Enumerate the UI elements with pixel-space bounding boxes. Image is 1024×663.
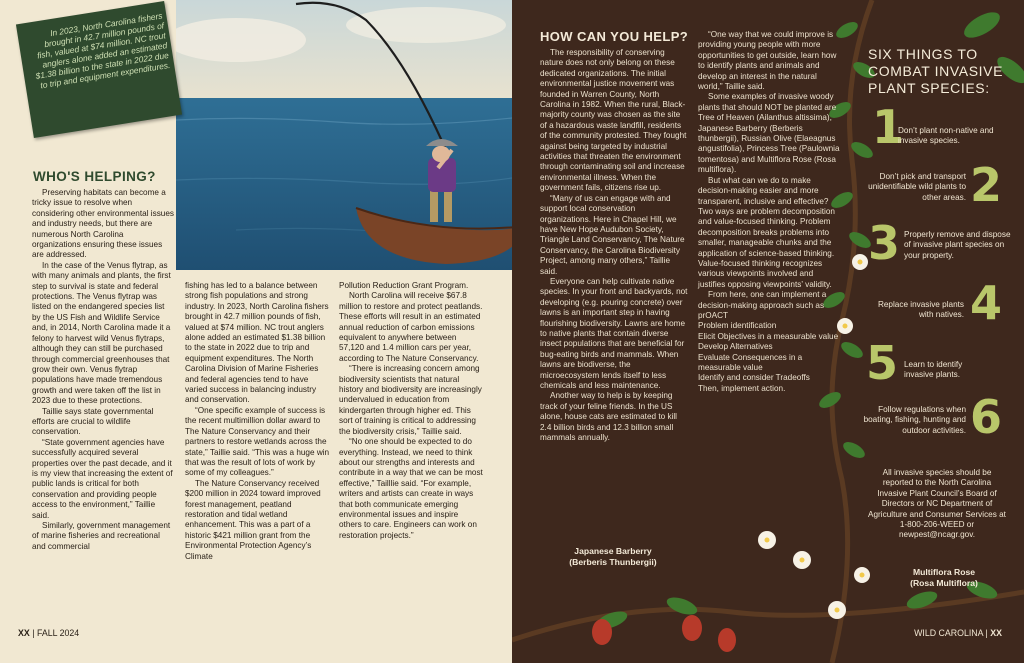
rose-caption: Multiflora Rose (Rosa Multiflora) [910,567,978,588]
left-page-number: XX [18,628,30,638]
paragraph: In the case of the Venus flytrap, as with many animals and plants, the first step to survival is state and federal protections. The Venus flytrap was listed on the endangered species list by the US Fish and Wildlife Service and, in 2014, North Carolina made it a felony to harvest wild Venus flytraps, although they can still be purchased through commercial greenhouses that grow their own. Venus flytrap populations have made tremendous growth and were taken off the list in 2023 due to these protections. [32,260,171,406]
step-number: 1 [872,100,905,154]
paragraph: “Many of us can engage with and support local conservation organizations. Here in Chapel Hill, we have New Hope Audubon Society, Triangle Land Conservancy, The Nature Conservancy, the Carolina Biodiversity Project, among many others,” Taillie said. [540,193,685,276]
whos-helping-heading: WHO'S HELPING? [33,169,156,184]
paragraph: “State government agencies have successfully acquired several properties over the past decade, and it is my view that increasing the extent of public lands is critical for both conservation and providing people access to the environment,” Taillie said. [32,437,173,520]
proact-step: Problem identification [698,321,777,331]
step-number: 2 [970,158,1003,212]
angler-canoe-image [176,0,512,270]
step-text: Replace invasive plants with natives. [877,300,964,320]
step-number: 5 [866,336,899,390]
fishing-illustration [176,0,512,270]
proact-steps [698,321,840,394]
paragraph: fishing has led to a balance between strong fish populations and strong industry. In 2023, North Carolina fishers brought in 42.7 million pounds of fish, valued at $74 million. NC trout anglers alone added an estimated $1.38 billion to the state in 2022 due to trip and equipment expenditures. The North Carolina Division of Marine Fisheries and federal agencies tend to have varied success in balancing industry and conservation. [185,281,329,405]
paragraph: The Nature Conservancy received $200 million in 2024 toward improved forest management, peatland restoration and tidal wetland enhancement. This was a part of a historic $421 million grant from the Environmental Protection Agency’s Climate [185,478,321,561]
paragraph: North Carolina will receive $67.8 million to restore and protect peatlands. These efforts will result in an estimated annual reduction of carbon emissions equivalent to anywhere between 57,120 and 1.4 million cars per year, according to The Nature Conservancy. [339,291,483,363]
paragraph: The responsibility of conserving nature does not only belong on these dedicated organizations. The initial environmental justice movement was founded in Warren County, North Carolina in 1982. When the rural, Black-majority county was chosen as the site of a hazardous waste landfill, residents of the community protested. They fought against being targeted by industrial activities that threaten the environment through contaminating soil and increase environmental illness. When the government fails, citizens rise up. [540,48,687,193]
step-text: Don’t pick and transport unidentifiable wild plants to other areas. [868,172,966,202]
proact-step: Identify and consider Tradeoffs [698,373,810,383]
proact-step: Evaluate Consequences in a measurable value [698,352,803,372]
proact-step: Then, implement action. [698,383,786,393]
right-page-number: XX [990,628,1002,638]
fact-callout-text: In 2023, North Carolina fishers brought in 42.7 million pounds of fish, valued at $74 million. NC trout anglers alone added an estimated $1.38 billion to the state in 2022 due to trip and equipment expenditures. [34,10,171,91]
right-page [512,0,1024,663]
fact-callout-box [16,1,182,138]
paragraph: Pollution Reduction Grant Program. [339,281,469,290]
right-folio: WILD CAROLINA | XX [914,628,1002,638]
step-number: 6 [970,390,1003,444]
paragraph: From here, one can implement a decision-making approach such as prOACT [698,290,827,320]
step-number: 3 [868,216,901,270]
paragraph: Another way to help is by keeping track of your feline friends. In the US alone, house cats are estimated to kill 2.4 billion birds and 12.3 billion small mammals annually. [540,391,677,443]
paragraph: But what can we do to make decision-making easier and more transparent, inclusive and effective? Two ways are problem decomposition and value-focused thinking. Problem decomposition breaks problems into smaller, manageable chunks and the application of science-based thinking. Value-focused thinking recognizes various viewpoints involved and justifies opposing viewpoints’ validity. [698,175,835,289]
paragraph: “One way that we could improve is providing young people with more opportunities to get outside, learn how to identify plants and animals and develop an interest in the natural world,” Taillie said. [698,30,837,92]
step-text: Don’t plant non-native and invasive species. [898,126,994,146]
left-folio: XX | FALL 2024 [18,628,80,638]
issue-label: FALL 2024 [36,628,80,638]
step-text: Follow regulations when boating, fishing, hunting and outdoor activities. [863,405,966,435]
how-can-you-help-column-1 [540,48,688,443]
whos-helping-column-2 [185,281,331,562]
paragraph: Everyone can help cultivate native species. In your front and backyards, not developing (e.g. pouring concrete) over lawns is an important step in having flourishing biodiversity. Lawns are home to native plants that contain diverse insect populations that are beneficial for bug-eating birds and mammals. When lawns are biodiverse, the microecosystem lends itself to less chemicals and less maintenance. [540,276,688,390]
how-can-you-help-heading: HOW CAN YOU HELP? [540,29,689,44]
paragraph: “There is increasing concern among biodiversity scientists that natural history and biodiversity are increasingly undervalued in education from kindergarten through higher ed. This sort of training is critical to addressing the biodiversity crisis,” Taillie said. [339,364,482,436]
report-instructions: All invasive species should be reported to the North Carolina Invasive Plant Council’s Board of Directors or NC Department of Agriculture and Consumer Services at 1-800-206-WEED or newpest@ncagr.gov. [868,468,1006,540]
paragraph: “One specific example of success is the recent multimillion dollar award to The Nature Conservancy and their partners to restore wetlands across the state,” Taillie said. “This was a huge win that was the result of lots of work by some of my colleagues.” [185,405,330,478]
paragraph: Similarly, government management of marine fisheries and recreational and commercial [32,521,171,551]
paragraph: Some examples of invasive woody plants that should NOT be planted are Tree of Heaven (Ailanthus altissima), Japanese Barberry (Berberis thunbergii), Russian Olive (Elaeagnus angustifolia), Princess Tree (Paulownia tomentosa) and Multiflora Rose (Rosa multiflora). [698,92,840,175]
whos-helping-column-1 [32,188,174,552]
proact-step: Develop Alternatives [698,342,773,352]
step-text: Learn to identify invasive plants. [904,360,963,380]
paragraph: Taillie says state governmental efforts are crucial to wildlife conservation. [32,406,154,437]
paragraph: Preserving habitats can become a tricky issue to resolve when considering other environmental issues and industry needs, but there are numerous North Carolina organizations ensuring these issues are addressed. [32,188,174,260]
proact-step: Elicit Objectives in a measurable value [698,331,839,341]
step-number: 4 [970,276,1003,330]
magazine-name: WILD CAROLINA [914,628,984,638]
barberry-caption: Japanese Barberry (Berberis Thunbergii) [569,546,657,567]
six-things-title: SIX THINGS TO COMBAT INVASIVE PLANT SPECIES: [868,46,1004,96]
how-can-you-help-column-2 [698,30,840,394]
step-text: Properly remove and dispose of invasive plant species on your property. [904,230,1011,260]
whos-helping-column-3 [339,281,483,541]
paragraph: “No one should be expected to do everything. Instead, we need to think about our strengths and interests and contribute in a way that we can be most effective,” Tailllie said. “For example, writers and artists can create in ways that both communicate emerging environmental issues and inspire others to care. Engineers can work on restoration projects.” [339,437,483,540]
